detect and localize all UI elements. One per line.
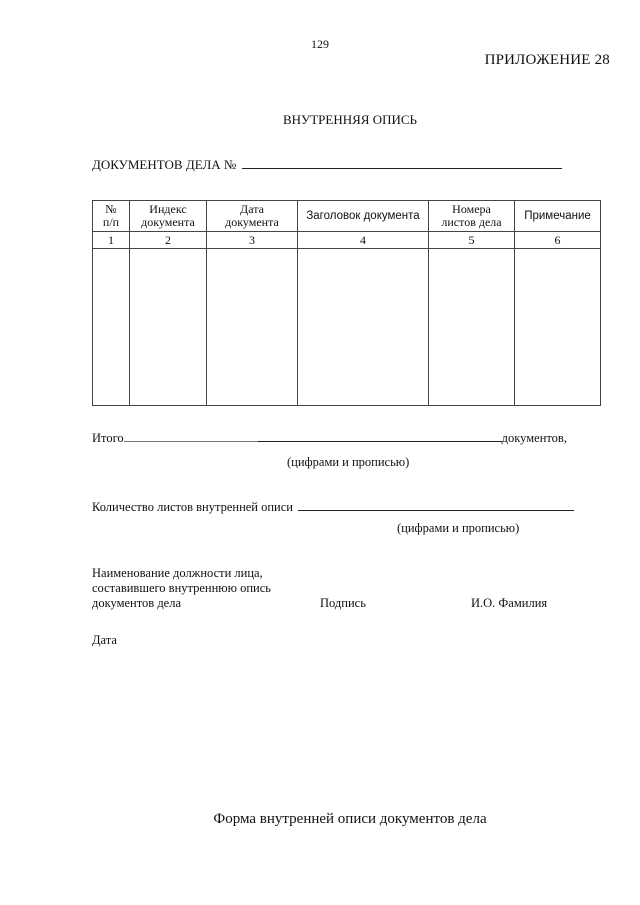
table-cell: [207, 249, 298, 406]
position-line-2: составившего внутреннюю опись: [92, 581, 271, 595]
column-number: 4: [298, 232, 429, 249]
total-blank-2: [258, 431, 502, 442]
page-number: 129: [311, 37, 329, 51]
header-number-line2: п/п: [102, 215, 120, 229]
column-number: 2: [130, 232, 207, 249]
position-line-3: документов дела: [92, 596, 182, 610]
header-note-line1: Примечание: [524, 209, 591, 222]
appendix-label: ПРИЛОЖЕНИЕ 28: [484, 52, 610, 68]
header-number-line1: №: [105, 202, 117, 216]
sheets-count-label: Количество листов внутренней описи: [92, 500, 293, 514]
documents-of-case-line: [92, 156, 562, 173]
date-label: Дата: [92, 633, 117, 647]
column-number: 1: [93, 232, 130, 249]
column-number: 5: [429, 232, 515, 249]
documents-of-case-label: ДОКУМЕНТОВ ДЕЛА №: [92, 157, 237, 172]
header-index-line2: документа: [141, 215, 195, 229]
header-number: [93, 201, 130, 232]
inventory-table: [92, 200, 601, 406]
column-number: 6: [515, 232, 601, 249]
case-number-blank: [242, 156, 562, 169]
form-caption: Форма внутренней описи документов дела: [213, 811, 487, 827]
signature-label: Подпись: [320, 596, 366, 610]
table-cell: [130, 249, 207, 406]
sheets-count-line: [92, 500, 574, 515]
position-line-1: Наименование должности лица,: [92, 566, 263, 580]
sheets-count-blank: [298, 500, 574, 511]
header-date: [207, 201, 298, 232]
header-title-line1: Заголовок документа: [306, 209, 420, 222]
sheets-hint: (цифрами и прописью): [397, 521, 520, 535]
header-sheets-line2: листов дела: [441, 215, 502, 229]
table-body-row: [93, 249, 601, 406]
total-suffix: документов,: [501, 431, 567, 445]
header-index-line1: Индекс: [149, 202, 187, 216]
header-date-line1: Дата: [240, 202, 264, 216]
total-line: [92, 431, 567, 446]
table-cell: [93, 249, 130, 406]
header-title: [298, 201, 429, 232]
header-sheets-line1: Номера: [452, 202, 491, 216]
header-index: [130, 201, 207, 232]
header-note: [515, 201, 601, 232]
total-hint: (цифрами и прописью): [287, 455, 410, 469]
table-header-row: [93, 201, 601, 232]
document-title: ВНУТРЕННЯЯ ОПИСЬ: [282, 112, 418, 127]
header-sheets: [429, 201, 515, 232]
total-label: Итого: [92, 431, 124, 445]
column-number: 3: [207, 232, 298, 249]
header-date-line2: документа: [225, 215, 279, 229]
name-label: И.О. Фамилия: [471, 596, 548, 610]
table-cell: [515, 249, 601, 406]
table-cell: [298, 249, 429, 406]
table-cell: [429, 249, 515, 406]
column-number-row: [93, 232, 601, 249]
total-blank-1: [124, 431, 258, 442]
position-block: [92, 566, 332, 611]
